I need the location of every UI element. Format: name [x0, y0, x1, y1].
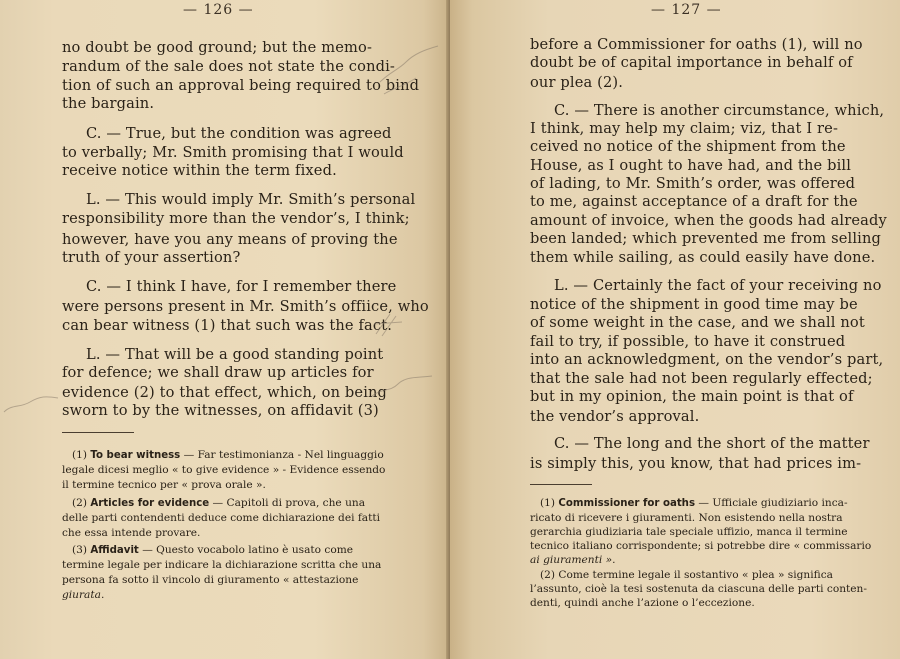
footnote-rule	[62, 432, 134, 433]
text-line: to me, against acceptance of a draft for the	[530, 193, 858, 210]
text-line: responsibility more than the vendor’s, I think;	[62, 210, 410, 227]
text-line: C. — I think I have, for I remember there	[86, 278, 397, 295]
text-line: our plea (2).	[530, 74, 624, 91]
text-line: them while sailing, as could easily have done.	[530, 249, 876, 266]
text-line: is simply this, you know, that had prices im-	[530, 455, 862, 472]
text-line: notice of the shipment in good time may be	[530, 296, 858, 313]
pencil-marginalia	[376, 42, 446, 102]
text-line: of some weight in the case, and we shall not	[530, 314, 865, 331]
footnote-line: ai giuramenti ».	[530, 554, 616, 566]
text-line: L. — That will be a good standing point	[86, 346, 384, 363]
footnote-line: (1) To bear witness — Far testimonianza - Nel linguaggio	[72, 449, 384, 461]
footnote-line: persona fa sotto il vincolo di giuramento « attestazione	[62, 574, 359, 586]
footnote-line: legale dicesi meglio « to give evidence » - Evidence essendo	[62, 464, 386, 476]
right-page	[450, 0, 900, 659]
footnote-line: ricato di ricevere i giuramenti. Non esistendo nella nostra	[530, 512, 843, 524]
text-line: the bargain.	[62, 95, 155, 112]
text-line: to verbally; Mr. Smith promising that I would	[62, 144, 404, 161]
pencil-marginalia	[0, 392, 62, 418]
text-line: sworn to by the witnesses, on affidavit (3)	[62, 402, 379, 419]
text-line: that the sale had not been regularly effected;	[530, 370, 873, 387]
footnote-line: giurata.	[62, 589, 105, 601]
footnote-line: denti, quindi anche l’azione o l’eccezione.	[530, 597, 755, 609]
text-line: doubt be of capital importance in behalf of	[530, 54, 853, 71]
footnote-line: l’assunto, cioè la tesi sostenuta da ciascuna delle parti conten-	[530, 583, 867, 595]
footnote-line: che essa intende provare.	[62, 527, 201, 539]
footnote-line: gerarchia giudiziaria tale speciale uffizio, manca il termine	[530, 526, 848, 538]
text-line: the vendor’s approval.	[530, 408, 700, 425]
footnote-line: (1) Commissioner for oaths — Ufficiale giudiziario inca-	[540, 497, 848, 509]
text-line: truth of your assertion?	[62, 249, 241, 266]
footnote-line: (2) Come termine legale il sostantivo « plea » significa	[540, 569, 833, 581]
text-line: for defence; we shall draw up articles for	[62, 364, 374, 381]
text-line: been landed; which prevented me from selling	[530, 230, 882, 247]
text-line: were persons present in Mr. Smith’s offiice, who	[62, 298, 429, 315]
text-line: tion of such an approval being required to bind	[62, 77, 420, 94]
text-line: however, have you any means of proving the	[62, 231, 398, 248]
text-line: into an acknowledgment, on the vendor’s part,	[530, 351, 884, 368]
text-line: C. — The long and the short of the matter	[554, 435, 870, 452]
text-line: L. — This would imply Mr. Smith’s personal	[86, 191, 416, 208]
text-line: receive notice within the term fixed.	[62, 162, 337, 179]
text-line: House, as I ought to have had, and the bill	[530, 157, 852, 174]
text-line: no doubt be good ground; but the memo-	[62, 39, 373, 56]
footnote-line: tecnico italiano corrispondente; si potrebbe dire « commissario	[530, 540, 872, 552]
text-line: of lading, to Mr. Smith’s order, was offered	[530, 175, 856, 192]
footnote-line: delle parti contendenti deduce come dichiarazione dei fatti	[62, 512, 380, 524]
footnote-rule	[530, 484, 592, 485]
text-line: ceived no notice of the shipment from the	[530, 138, 846, 155]
footnote-line: il termine tecnico per « prova orale ».	[62, 479, 266, 491]
text-line: randum of the sale does not state the condi-	[62, 58, 396, 75]
text-line: evidence (2) to that effect, which, on being	[62, 384, 388, 401]
text-line: C. — There is another circumstance, which,	[554, 102, 885, 119]
page-number: — 127 —	[651, 2, 722, 18]
text-line: C. — True, but the condition was agreed	[86, 125, 392, 142]
footnote-line: (3) Affidavit — Questo vocabolo latino è usato come	[72, 544, 354, 556]
text-line: L. — Certainly the fact of your receiving no	[554, 277, 882, 294]
footnote-line: (2) Articles for evidence — Capitoli di prova, che una	[72, 497, 366, 509]
pencil-marginalia	[368, 372, 438, 402]
text-line: can bear witness (1) that such was the fact.	[62, 317, 392, 334]
text-line: before a Commissioner for oaths (1), will no	[530, 36, 863, 53]
text-line: amount of invoice, when the goods had already	[530, 212, 887, 229]
page-number: — 126 —	[183, 2, 254, 18]
pencil-marginalia	[372, 310, 406, 340]
text-line: but in my opinion, the main point is that of	[530, 388, 854, 405]
footnote-line: termine legale per indicare la dichiarazione scritta che una	[62, 559, 382, 571]
text-line: fail to try, if possible, to have it construed	[530, 333, 846, 350]
text-line: I think, may help my claim; viz, that I re-	[530, 120, 839, 137]
